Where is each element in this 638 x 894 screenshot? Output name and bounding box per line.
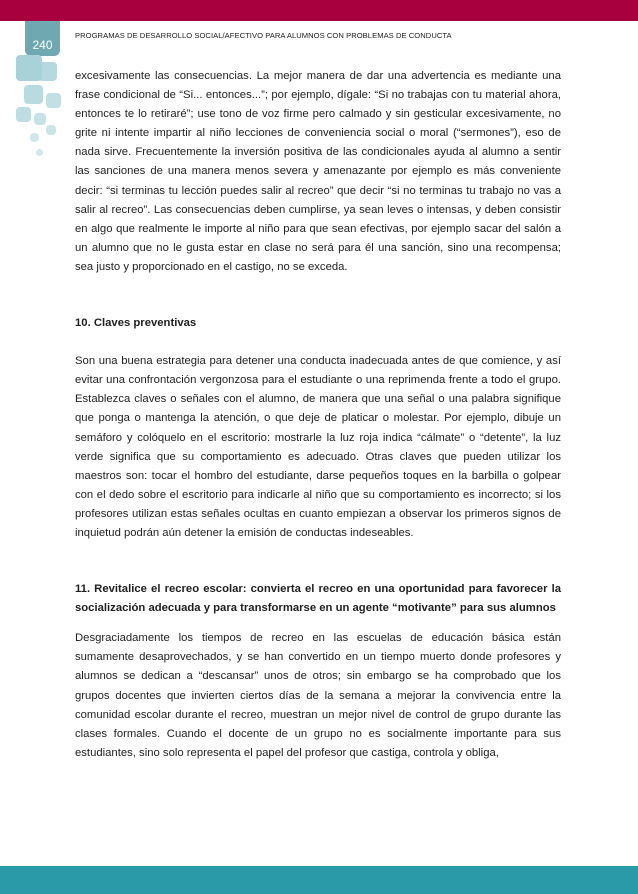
body-paragraph: excesivamente las consecuencias. La mejor manera de dar una advertencia es mediante una frase condicional de “Si... entonces...”; por ejemplo, dígale: “Si no trabajas con tu material ahora, entonces te lo retiraré”; use tono de voz firme pero calmado y sin gesticular excesivamente, no grite ni intente impartir al niño lecciones de conveniencia social o moral (“sermones”), eso de nada sirve. Frecuentemente la inversión positiva de las condicionales ayuda al alumno a sentir las sanciones de una manera menos severa y amenazante por ejemplo es más conveniente decir: “si terminas tu lección puedes salir al recreo” que decir “si no terminas tu trabajo no vas a salir al recreo”. Las consecuencias deben cumplirse, ya sean leves o intensas, y deben consistir en algo que realmente le importe al niño para que sean efectivas, por ejemplo sacar del salón a un alumno que no le gusta estar en clase no será para él una sanción, sino una recompensa; sea justo y proporcionado en el castigo, no se exceda. — [75, 70, 561, 273]
running-header: PROGRAMAS DE DESARROLLO SOCIAL/AFECTIVO PARA ALUMNOS CON PROBLEMAS DE CONDUCTA — [75, 31, 452, 40]
decorative-square — [24, 85, 43, 104]
decorative-square — [16, 107, 31, 122]
bottom-color-band — [0, 866, 638, 894]
page-number: 240 — [32, 38, 53, 52]
section-heading: 11. Revitalice el recreo escolar: convierta el recreo en una oportunidad para favorecer la socialización adecuada y para transformarse en un agente “motivante” para sus alumnos — [75, 583, 561, 615]
body-paragraph: Son una buena estrategia para detener una conducta inadecuada antes de que comience, y así evitar una confrontación vergonzosa para el estudiante o una reprimenda frente a todo el grupo. Establezca claves o señales con el alumno, de manera que una señal o una palabra signifique que ponga o mantenga la atención, o que deje de platicar o molestar. Por ejemplo, dibuje un semáforo y colóquelo en el escritorio: mostrarle la luz roja indica “cálmate” o “detente”, la luz verde significa que su comportamiento es adecuado. Otras claves que pueden utilizar los maestros son: tocar el hombro del estudiante, darse pequeños toques en la barbilla o golpear con el dedo sobre el escritorio para indicarle al niño que su comportamiento es incorrecto; si los profesores utilizan estas señales ocultas en cuanto empiezan a observar los primeros signos de inquietud podrán aún detener la emisión de conductas indeseables. — [75, 355, 561, 539]
decorative-square — [34, 113, 46, 125]
top-color-band — [0, 0, 638, 21]
section-heading: 10. Claves preventivas — [75, 317, 197, 330]
decorative-square — [36, 149, 43, 156]
decorative-square — [46, 93, 61, 108]
body-paragraph: Desgraciadamente los tiempos de recreo en las escuelas de educación básica están sumamente desaprovechados, y se han convertido en un tiempo muerto donde profesores y alumnos se dedican a “descansar” unos de otros; sin embargo se ha comprobado que los grupos docentes que invierten ciertos días de la semana a mejorar la convivencia entre la comunidad escolar durante el recreo, muestran un mejor nivel de control de grupo durante las clases formales. Cuando el docente de un grupo no es socialmente importante para sus estudiantes, sino solo representa el papel del profesor que castiga, controla y obliga, — [75, 632, 561, 759]
decorative-square — [38, 62, 57, 81]
decorative-square — [46, 125, 56, 135]
decorative-square — [30, 133, 39, 142]
page-content — [75, 67, 561, 763]
